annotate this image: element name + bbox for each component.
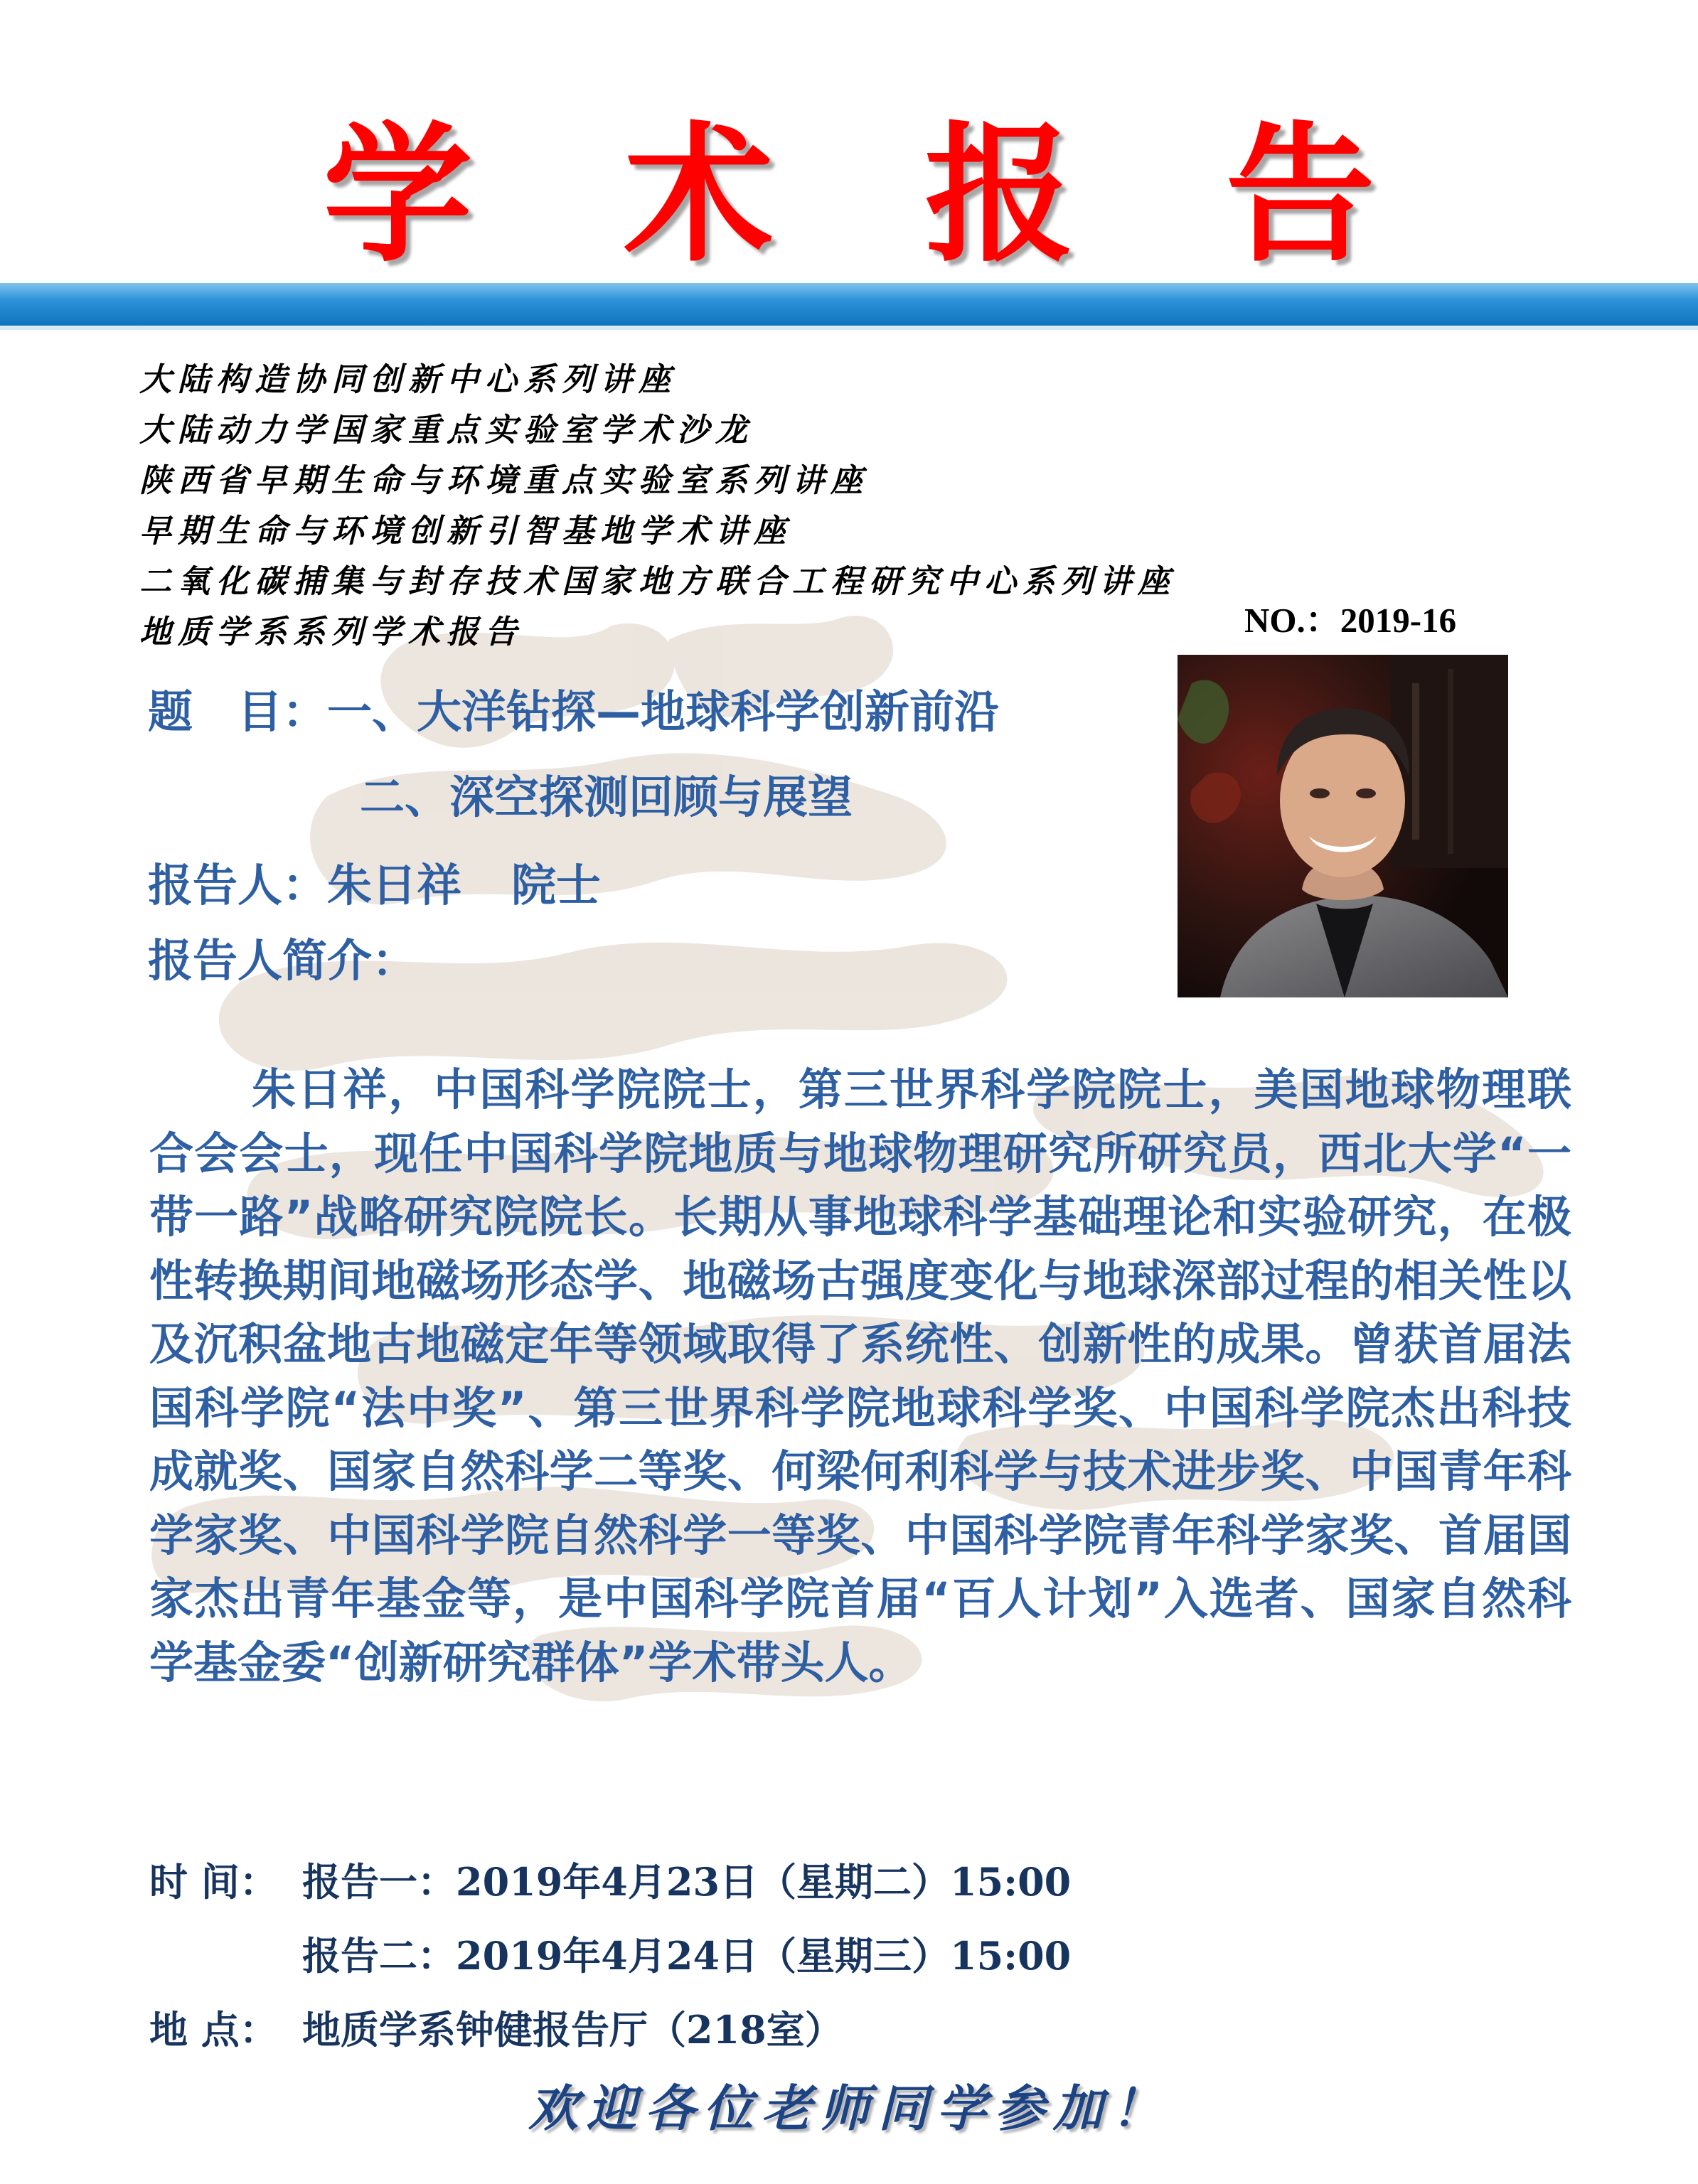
blue-banner — [0, 283, 1698, 326]
speaker-line — [148, 857, 601, 914]
speaker-name: 朱日祥 — [327, 860, 461, 911]
topic-line-1 — [148, 684, 999, 741]
speaker-label: 报告人： — [148, 860, 327, 911]
series-line: 二氧化碳捕集与封存技术国家地方联合工程研究中心系列讲座 — [139, 562, 1177, 600]
welcome-message: 欢迎各位老师同学参加！ — [528, 2079, 1170, 2138]
series-line: 大陆动力学国家重点实验室学术沙龙 — [139, 411, 754, 449]
series-line: 早期生命与环境创新引智基地学术讲座 — [139, 512, 793, 550]
banner-shadow — [0, 326, 1698, 330]
time-row-1 — [149, 1857, 1071, 1907]
speaker-bio: 朱日祥，中国科学院院士，第三世界科学院院士，美国地球物理联合会会士，现任中国科学院地质与地球物理研究所研究员，西北大学“一带一路”战略研究院院长。长期从事地球科学基础理论和实验研究，在极性转换期间地磁场形态学、地磁场古强度变化与地球深部过程的相关性以及沉积盆地古地磁定年等领域取得了系统性、创新性的成果。曾获首届法国科学院“法中奖”、第三世界科学院地球科学奖、中国科学院杰出科技成就奖、国家自然科学二等奖、何梁何利科学与技术进步奖、中国青年科学家奖、中国科学院自然科学一等奖、中国科学院青年科学家奖、首届国家杰出青年基金等，是中国科学院首届“百人计划”入选者、国家自然科学基金委“创新研究群体”学术带头人。 — [149, 1064, 1571, 1688]
speaker-photo — [1178, 655, 1508, 997]
time-row-2 — [149, 1931, 1071, 1981]
topic-2: 二、深空探测回顾与展望 — [360, 771, 853, 823]
place-label: 地 点： — [149, 2007, 278, 2052]
bio-label: 报告人简介： — [148, 935, 417, 987]
series-line: 大陆构造协同创新中心系列讲座 — [139, 360, 678, 398]
topic-label: 题 目： — [148, 686, 327, 738]
speaker-title: 院士 — [511, 860, 601, 911]
poster-title: 学 术 报 告 — [323, 108, 1425, 282]
lecture-series-list — [139, 354, 1176, 657]
report-2-time: 报告二：2019年4月24日（星期三）15:00 — [302, 1933, 1072, 1979]
time-label: 时 间： — [149, 1859, 278, 1905]
place-value: 地质学系钟健报告厅（218室） — [302, 2007, 843, 2052]
series-line: 陕西省早期生命与环境重点实验室系列讲座 — [139, 461, 870, 499]
place-row — [149, 2005, 843, 2055]
series-line: 地质学系系列学术报告 — [139, 613, 524, 651]
serial-number: NO.：2019-16 — [1244, 601, 1457, 640]
topic-1: 一、大洋钻探—地球科学创新前沿 — [327, 686, 999, 738]
report-1-time: 报告一：2019年4月23日（星期二）15:00 — [302, 1859, 1072, 1905]
